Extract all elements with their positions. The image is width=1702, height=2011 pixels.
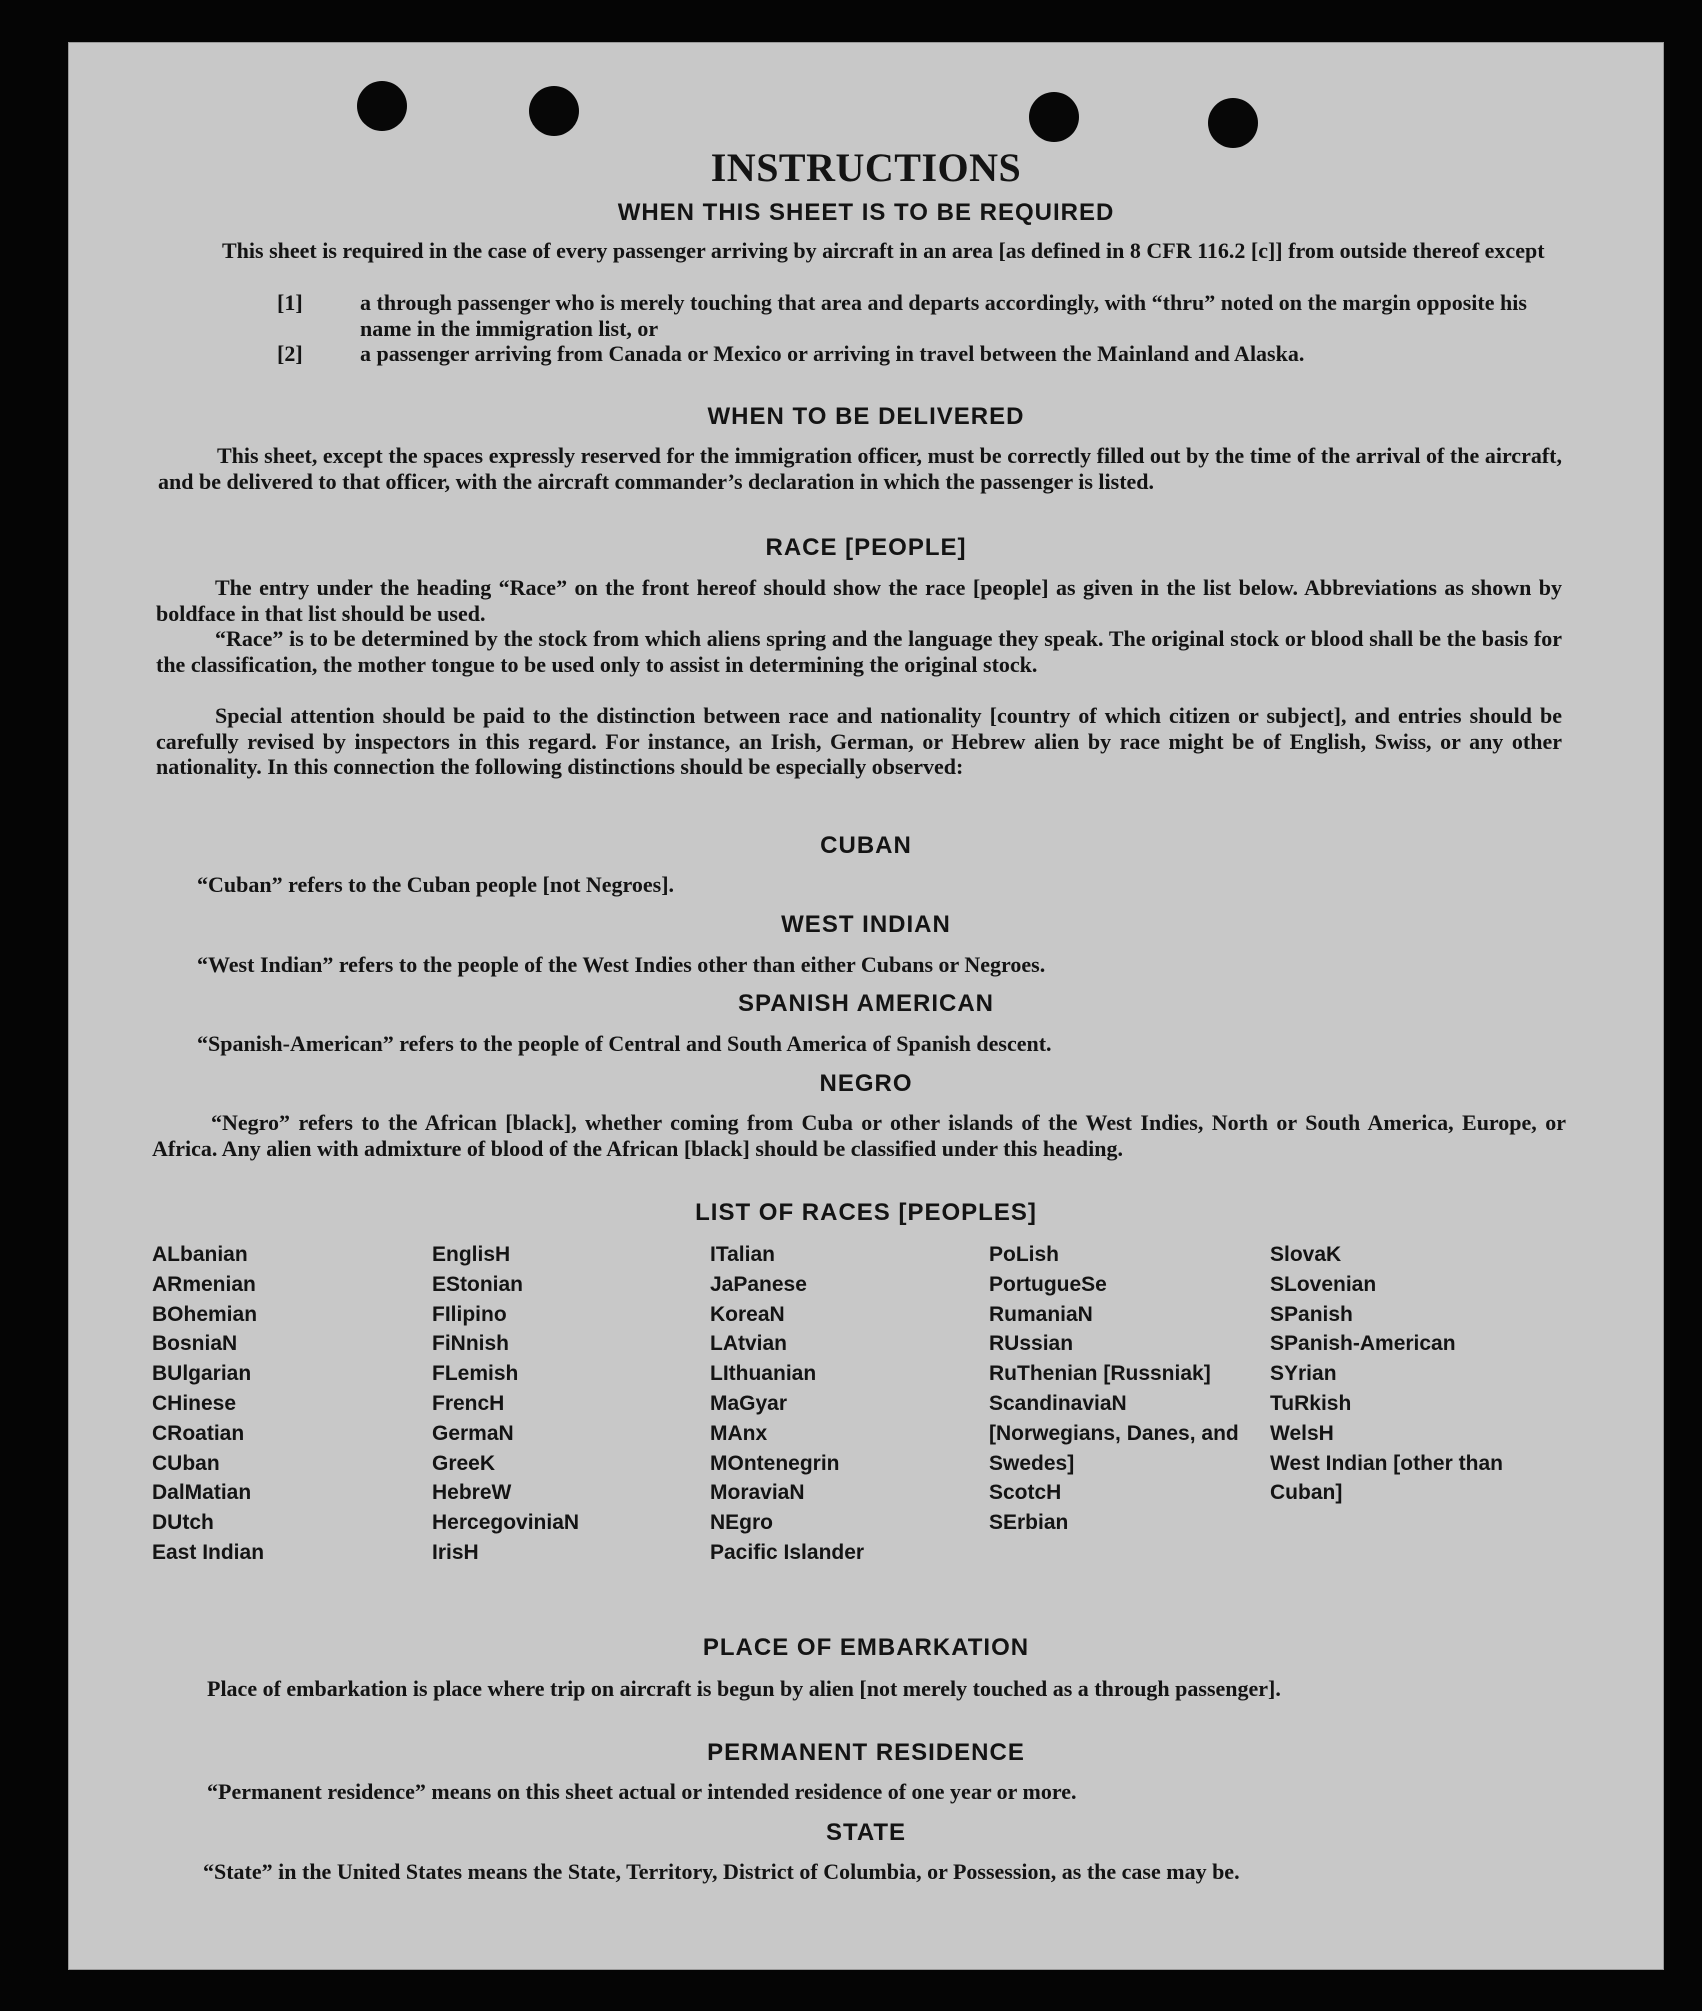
race-list [152, 1240, 1592, 1615]
paragraph-negro: “Negro” refers to the African [black], whether coming from Cuba or other islands of the West Indies, North or South America, Europe, or Africa. Any alien with admixture of blood of the African [black] should be classified under this heading. [152, 1110, 1566, 1161]
race-entry: SYrian [1270, 1362, 1337, 1386]
list-item-number: [1] [277, 290, 303, 315]
heading-negro: NEGRO [819, 1070, 913, 1097]
race-entry: JaPanese [710, 1272, 807, 1296]
race-entry: EStonian [432, 1272, 524, 1296]
paragraph-spanish-american: “Spanish-American” refers to the people of Central and South America of Spanish descent. [197, 1031, 1052, 1056]
race-entry: MAnx [710, 1421, 768, 1445]
list-item-exception-2 [277, 341, 1562, 367]
race-entry: ScotcH [989, 1481, 1062, 1505]
race-entry: CUban [152, 1451, 220, 1475]
paragraph-embarkation: Place of embarkation is place where trip on aircraft is begun by alien [not merely touched as a through passenger]. [207, 1676, 1281, 1701]
race-entry: DalMatian [152, 1481, 252, 1505]
race-entry: LIthuanian [710, 1362, 817, 1386]
heading-list-of-races: LIST OF RACES [PEOPLES] [695, 1199, 1037, 1226]
race-entry: ALbanian [152, 1243, 248, 1266]
race-entry: MOntenegrin [710, 1451, 840, 1475]
race-entry: East Indian [152, 1540, 265, 1564]
heading-when-required: WHEN THIS SHEET IS TO BE REQUIRED [617, 199, 1115, 226]
heading-race: RACE [PEOPLE] [765, 534, 967, 561]
race-entry: HebreW [432, 1481, 512, 1505]
instructions-content [68, 42, 1664, 1970]
paragraph-residence: “Permanent residence” means on this sheet actual or intended residence of one year or more. [207, 1779, 1077, 1804]
paragraph-cuban: “Cuban” refers to the Cuban people [not Negroes]. [197, 872, 675, 897]
race-entry: HercegoviniaN [432, 1511, 580, 1535]
race-entry: ScandinaviaN [Norwegians, Danes, and Swedes] [989, 1391, 1239, 1475]
paragraph-race-2: “Race” is to be determined by the stock from which aliens spring and the language they speak. The original stock or blood shall be the basis for the classification, the mother tongue to be used only to assist in determining the original stock. [156, 626, 1562, 677]
race-entry: EnglisH [432, 1243, 511, 1266]
heading-when-delivered: WHEN TO BE DELIVERED [707, 403, 1025, 430]
race-entry: FLemish [432, 1362, 519, 1386]
race-entry: NEgro [710, 1511, 773, 1535]
list-item-exception-1 [277, 290, 1562, 341]
paragraph-state: “State” in the United States means the State, Territory, District of Columbia, or Possession, as the case may be. [203, 1859, 1240, 1884]
heading-state: STATE [825, 1819, 907, 1846]
race-entry: Pacific Islander [710, 1540, 865, 1564]
race-entry: PortugueSe [989, 1272, 1107, 1296]
race-entry: DUtch [152, 1511, 214, 1535]
race-entry: BUlgarian [152, 1362, 252, 1386]
list-item-text: a passenger arriving from Canada or Mexico or arriving in travel between the Mainland and Alaska. [360, 341, 1305, 366]
heading-embarkation: PLACE OF EMBARKATION [702, 1634, 1030, 1661]
paragraph-race-1: The entry under the heading “Race” on the front hereof should show the race [people] as given in the list below. Abbreviations as shown by boldface in that list should be used. [156, 575, 1562, 626]
race-entry: WelsH [1270, 1421, 1334, 1445]
race-entry: RUssian [989, 1332, 1074, 1356]
list-item-text: a through passenger who is merely touching that area and departs accordingly, with “thru” noted on the margin opposite his name in the immigration list, or [360, 290, 1527, 341]
race-entry: SPanish-American [1270, 1332, 1456, 1356]
race-entry: FiNnish [432, 1332, 509, 1356]
race-column-5 [1270, 1240, 1530, 1508]
race-entry: LAtvian [710, 1332, 788, 1356]
list-item-number: [2] [277, 341, 303, 366]
race-entry: GermaN [432, 1421, 514, 1445]
race-column-3 [710, 1240, 980, 1568]
race-entry: CRoatian [152, 1421, 245, 1445]
race-entry: ITalian [710, 1243, 775, 1266]
race-entry: RumaniaN [989, 1302, 1093, 1326]
race-entry: MaGyar [710, 1391, 788, 1415]
race-entry: SlovaK [1270, 1243, 1342, 1266]
race-column-1 [152, 1240, 412, 1568]
race-entry: RuThenian [Russniak] [989, 1362, 1211, 1386]
race-entry: CHinese [152, 1391, 237, 1415]
race-entry: BosniaN [152, 1332, 238, 1356]
race-entry: GreeK [432, 1451, 496, 1475]
race-entry: KoreaN [710, 1302, 785, 1326]
paragraph-when-required: This sheet is required in the case of every passenger arriving by aircraft in an area [as defined in 8 CFR 116.2 [c]] from outside thereof except [222, 238, 1545, 263]
heading-spanish-american: SPANISH AMERICAN [737, 990, 994, 1017]
race-entry: MoraviaN [710, 1481, 805, 1505]
heading-west-indian: WEST INDIAN [781, 911, 951, 938]
race-column-4 [989, 1240, 1257, 1538]
race-entry: West Indian [other than Cuban] [1270, 1451, 1503, 1505]
paragraph-when-delivered: This sheet, except the spaces expressly reserved for the immigration officer, must be correctly filled out by the time of the arrival of the aircraft, and be delivered to that officer, with the aircraft commander’s declaration in which the passenger is listed. [158, 443, 1562, 494]
document-page [68, 42, 1664, 1970]
race-entry: PoLish [989, 1243, 1060, 1266]
race-entry: IrisH [432, 1540, 479, 1564]
race-entry: SPanish [1270, 1302, 1353, 1326]
race-entry: FrencH [432, 1391, 505, 1415]
paragraph-west-indian: “West Indian” refers to the people of the West Indies other than either Cubans or Negroes. [197, 952, 1046, 977]
race-entry: FIlipino [432, 1302, 507, 1326]
race-entry: SLovenian [1270, 1272, 1377, 1296]
race-entry: TuRkish [1270, 1391, 1352, 1415]
page-title: INSTRUCTIONS [710, 145, 1022, 190]
race-entry: ARmenian [152, 1272, 256, 1296]
heading-cuban: CUBAN [820, 832, 912, 859]
race-column-2 [432, 1240, 692, 1568]
heading-residence: PERMANENT RESIDENCE [707, 1739, 1025, 1766]
race-entry: SErbian [989, 1511, 1069, 1535]
paragraph-race-3: Special attention should be paid to the distinction between race and nationality [country of which citizen or subject], and entries should be carefully revised by inspectors in this regard. For instance, an Irish, German, or Hebrew alien by race might be of English, Swiss, or any other nationality. In this connection the following distinctions should be especially observed: [156, 703, 1562, 780]
race-entry: BOhemian [152, 1302, 258, 1326]
